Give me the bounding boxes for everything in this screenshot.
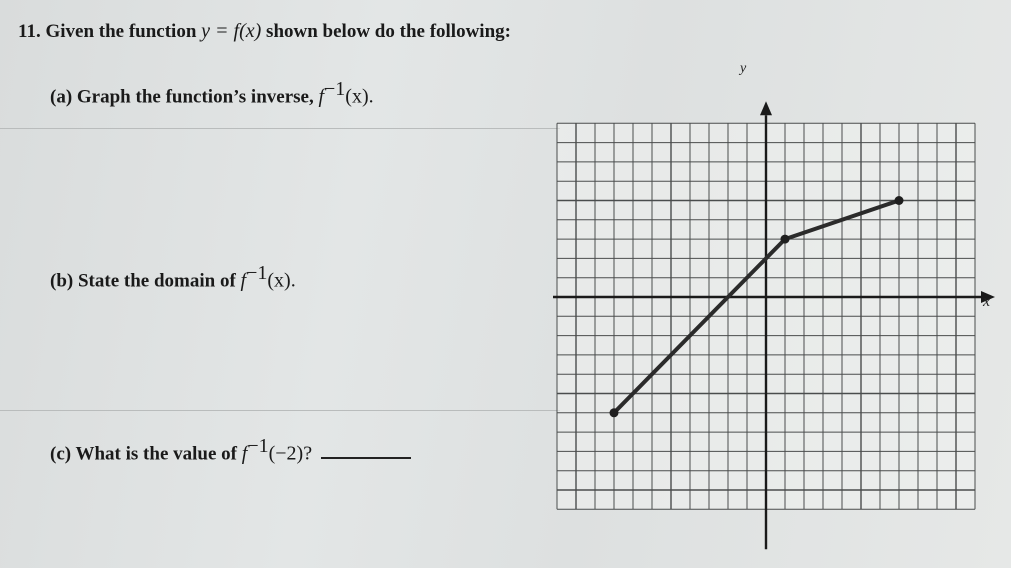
part-b-function: f — [240, 269, 247, 292]
y-axis-label: y — [740, 61, 747, 76]
problem-intro-after: shown below do the following: — [266, 21, 511, 42]
part-b-superscript: −1 — [246, 262, 268, 284]
part-c-function: f — [241, 442, 248, 465]
function-expression: y = f(x) — [201, 20, 262, 42]
x-axis-label: x — [983, 293, 991, 310]
problem-number: 11. — [18, 21, 41, 42]
part-b-argument: (x). — [267, 269, 296, 292]
part-c-label: (c) What is the value of — [50, 443, 237, 465]
data-point — [895, 196, 904, 205]
part-b-label: (b) State the domain of — [50, 270, 236, 292]
y-axis-arrow — [760, 101, 772, 115]
part-c-superscript: −1 — [247, 435, 269, 457]
data-point — [781, 235, 790, 244]
part-a-superscript: −1 — [324, 78, 346, 100]
part-a-function: f — [318, 85, 325, 108]
data-point — [610, 408, 619, 417]
part-c-argument: (−2)? — [268, 442, 313, 465]
part-a-label: (a) Graph the function’s inverse, — [50, 86, 314, 108]
part-a-argument: (x). — [345, 85, 374, 108]
problem-intro-before: Given the function — [45, 21, 197, 42]
